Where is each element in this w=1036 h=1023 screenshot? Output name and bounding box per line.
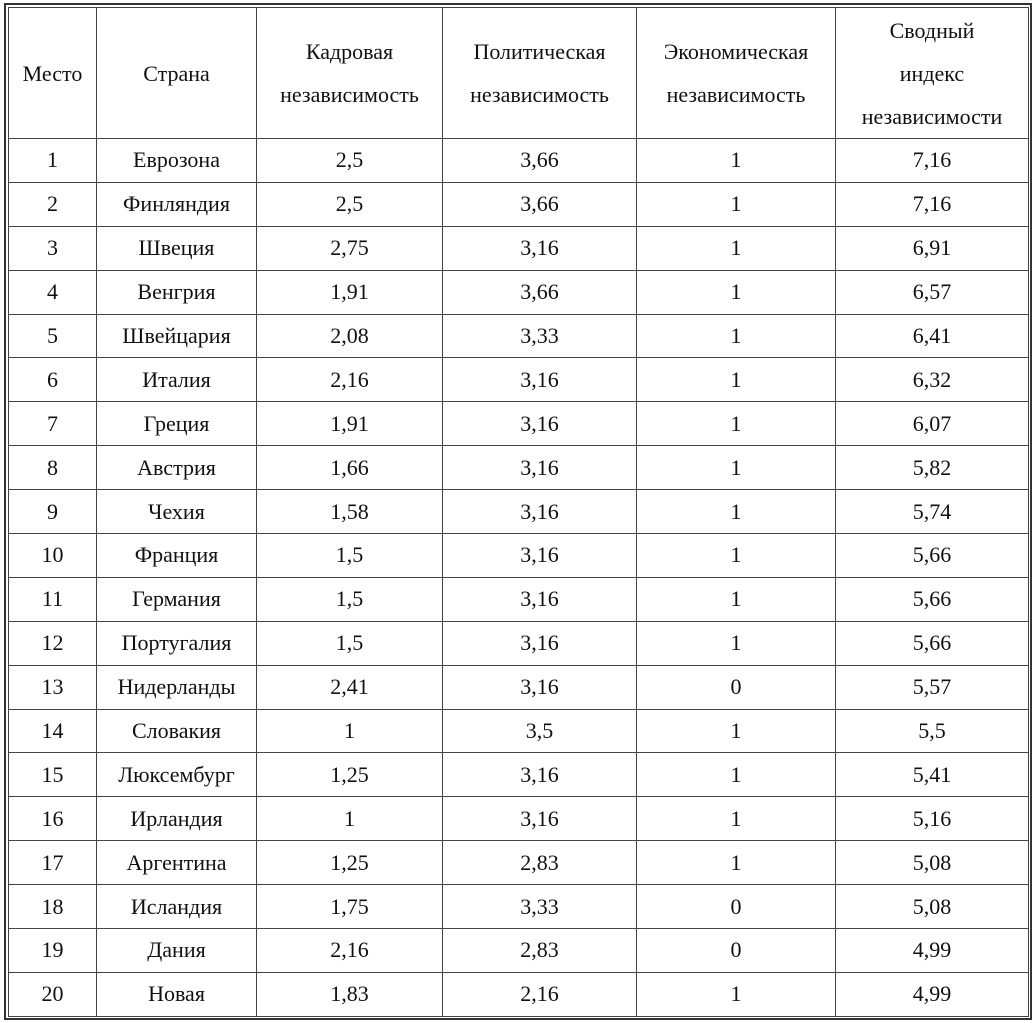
cell-personnel-independence: 2,41 [257, 665, 443, 709]
cell-place: 12 [9, 621, 97, 665]
cell-personnel-independence: 2,16 [257, 929, 443, 973]
cell-personnel-independence: 1,25 [257, 841, 443, 885]
table-row [9, 402, 1029, 446]
cell-personnel-independence: 1 [257, 709, 443, 753]
cell-personnel-independence: 2,08 [257, 314, 443, 358]
cell-composite-index: 5,16 [836, 797, 1029, 841]
cell-country: Аргентина [97, 841, 257, 885]
cell-place: 17 [9, 841, 97, 885]
cell-place: 11 [9, 577, 97, 621]
cell-political-independence: 3,16 [443, 358, 637, 402]
cell-personnel-independence: 2,75 [257, 226, 443, 270]
cell-composite-index: 5,57 [836, 665, 1029, 709]
table-row [9, 446, 1029, 490]
cell-economic-independence: 1 [637, 446, 836, 490]
cell-composite-index: 5,08 [836, 841, 1029, 885]
cell-country: Словакия [97, 709, 257, 753]
cell-economic-independence: 1 [637, 577, 836, 621]
cell-place: 14 [9, 709, 97, 753]
cell-composite-index: 6,32 [836, 358, 1029, 402]
cell-composite-index: 4,99 [836, 972, 1029, 1016]
cell-country: Швеция [97, 226, 257, 270]
cell-composite-index: 6,41 [836, 314, 1029, 358]
table-row [9, 797, 1029, 841]
cell-composite-index: 5,41 [836, 753, 1029, 797]
cell-composite-index: 5,5 [836, 709, 1029, 753]
cell-place: 18 [9, 885, 97, 929]
cell-composite-index: 6,07 [836, 402, 1029, 446]
cell-economic-independence: 1 [637, 358, 836, 402]
cell-personnel-independence: 1,91 [257, 402, 443, 446]
cell-political-independence: 3,5 [443, 709, 637, 753]
table-row [9, 709, 1029, 753]
table-header-row [9, 8, 1029, 139]
cell-personnel-independence: 2,5 [257, 139, 443, 183]
header-composite-index: Сводный индекс независимости [836, 8, 1029, 139]
cell-country: Швейцария [97, 314, 257, 358]
cell-political-independence: 3,16 [443, 402, 637, 446]
cell-economic-independence: 1 [637, 534, 836, 578]
cell-composite-index: 5,66 [836, 534, 1029, 578]
cell-personnel-independence: 1 [257, 797, 443, 841]
header-personnel-independence: Кадровая независимость [257, 8, 443, 139]
cell-place: 6 [9, 358, 97, 402]
cell-economic-independence: 1 [637, 709, 836, 753]
cell-place: 16 [9, 797, 97, 841]
cell-place: 15 [9, 753, 97, 797]
cell-composite-index: 5,66 [836, 577, 1029, 621]
cell-economic-independence: 0 [637, 665, 836, 709]
cell-country: Еврозона [97, 139, 257, 183]
cell-country: Дания [97, 929, 257, 973]
cell-country: Люксембург [97, 753, 257, 797]
cell-country: Венгрия [97, 270, 257, 314]
cell-country: Австрия [97, 446, 257, 490]
table-row [9, 139, 1029, 183]
table-row [9, 972, 1029, 1016]
cell-political-independence: 2,83 [443, 929, 637, 973]
cell-composite-index: 5,08 [836, 885, 1029, 929]
header-country: Страна [97, 8, 257, 139]
cell-composite-index: 7,16 [836, 182, 1029, 226]
cell-place: 7 [9, 402, 97, 446]
cell-economic-independence: 1 [637, 797, 836, 841]
cell-country: Франция [97, 534, 257, 578]
cell-place: 10 [9, 534, 97, 578]
header-economic-independence: Экономическая независимость [637, 8, 836, 139]
cell-personnel-independence: 1,5 [257, 621, 443, 665]
cell-economic-independence: 1 [637, 972, 836, 1016]
cell-country: Новая [97, 972, 257, 1016]
cell-economic-independence: 1 [637, 490, 836, 534]
cell-economic-independence: 0 [637, 885, 836, 929]
table-row [9, 885, 1029, 929]
cell-political-independence: 3,16 [443, 753, 637, 797]
cell-place: 3 [9, 226, 97, 270]
table-row [9, 314, 1029, 358]
table-row [9, 577, 1029, 621]
cell-economic-independence: 1 [637, 621, 836, 665]
cell-country: Италия [97, 358, 257, 402]
cell-economic-independence: 1 [637, 270, 836, 314]
cell-place: 8 [9, 446, 97, 490]
cell-personnel-independence: 1,25 [257, 753, 443, 797]
table-row [9, 182, 1029, 226]
cell-personnel-independence: 1,5 [257, 577, 443, 621]
cell-political-independence: 3,16 [443, 665, 637, 709]
cell-political-independence: 3,16 [443, 226, 637, 270]
cell-place: 5 [9, 314, 97, 358]
cell-personnel-independence: 1,5 [257, 534, 443, 578]
cell-political-independence: 3,33 [443, 314, 637, 358]
table-row [9, 665, 1029, 709]
cell-political-independence: 3,16 [443, 797, 637, 841]
cell-country: Греция [97, 402, 257, 446]
cell-country: Финляндия [97, 182, 257, 226]
cell-place: 1 [9, 139, 97, 183]
cell-country: Чехия [97, 490, 257, 534]
cell-composite-index: 4,99 [836, 929, 1029, 973]
cell-composite-index: 6,91 [836, 226, 1029, 270]
cell-personnel-independence: 1,66 [257, 446, 443, 490]
table-row [9, 270, 1029, 314]
cell-personnel-independence: 1,75 [257, 885, 443, 929]
cell-political-independence: 3,66 [443, 270, 637, 314]
table-row [9, 226, 1029, 270]
cell-political-independence: 2,83 [443, 841, 637, 885]
cell-political-independence: 2,16 [443, 972, 637, 1016]
cell-place: 2 [9, 182, 97, 226]
cell-place: 13 [9, 665, 97, 709]
cell-place: 20 [9, 972, 97, 1016]
table-row [9, 490, 1029, 534]
cell-composite-index: 5,66 [836, 621, 1029, 665]
cell-country: Нидерланды [97, 665, 257, 709]
cell-country: Португалия [97, 621, 257, 665]
cell-personnel-independence: 1,58 [257, 490, 443, 534]
cell-composite-index: 6,57 [836, 270, 1029, 314]
cell-political-independence: 3,66 [443, 182, 637, 226]
cell-personnel-independence: 1,83 [257, 972, 443, 1016]
cell-economic-independence: 1 [637, 139, 836, 183]
cell-political-independence: 3,16 [443, 446, 637, 490]
cell-economic-independence: 1 [637, 402, 836, 446]
cell-political-independence: 3,16 [443, 621, 637, 665]
cell-political-independence: 3,16 [443, 534, 637, 578]
table-row [9, 841, 1029, 885]
cell-economic-independence: 1 [637, 841, 836, 885]
table-row [9, 929, 1029, 973]
cell-political-independence: 3,33 [443, 885, 637, 929]
cell-economic-independence: 0 [637, 929, 836, 973]
cell-political-independence: 3,16 [443, 490, 637, 534]
cell-economic-independence: 1 [637, 314, 836, 358]
cell-place: 19 [9, 929, 97, 973]
cell-economic-independence: 1 [637, 182, 836, 226]
cell-political-independence: 3,66 [443, 139, 637, 183]
table-body [9, 139, 1029, 1017]
table-row [9, 534, 1029, 578]
cell-composite-index: 5,74 [836, 490, 1029, 534]
table-row [9, 621, 1029, 665]
cell-place: 4 [9, 270, 97, 314]
cell-country: Германия [97, 577, 257, 621]
table-row [9, 358, 1029, 402]
cell-economic-independence: 1 [637, 753, 836, 797]
cell-economic-independence: 1 [637, 226, 836, 270]
cell-personnel-independence: 1,91 [257, 270, 443, 314]
cell-country: Ирландия [97, 797, 257, 841]
header-political-independence: Политическая независимость [443, 8, 637, 139]
independence-index-table [8, 7, 1029, 1017]
header-place: Место [9, 8, 97, 139]
cell-personnel-independence: 2,5 [257, 182, 443, 226]
cell-composite-index: 5,82 [836, 446, 1029, 490]
document-page [4, 3, 1032, 1020]
cell-personnel-independence: 2,16 [257, 358, 443, 402]
cell-place: 9 [9, 490, 97, 534]
table-row [9, 753, 1029, 797]
cell-composite-index: 7,16 [836, 139, 1029, 183]
cell-political-independence: 3,16 [443, 577, 637, 621]
cell-country: Исландия [97, 885, 257, 929]
